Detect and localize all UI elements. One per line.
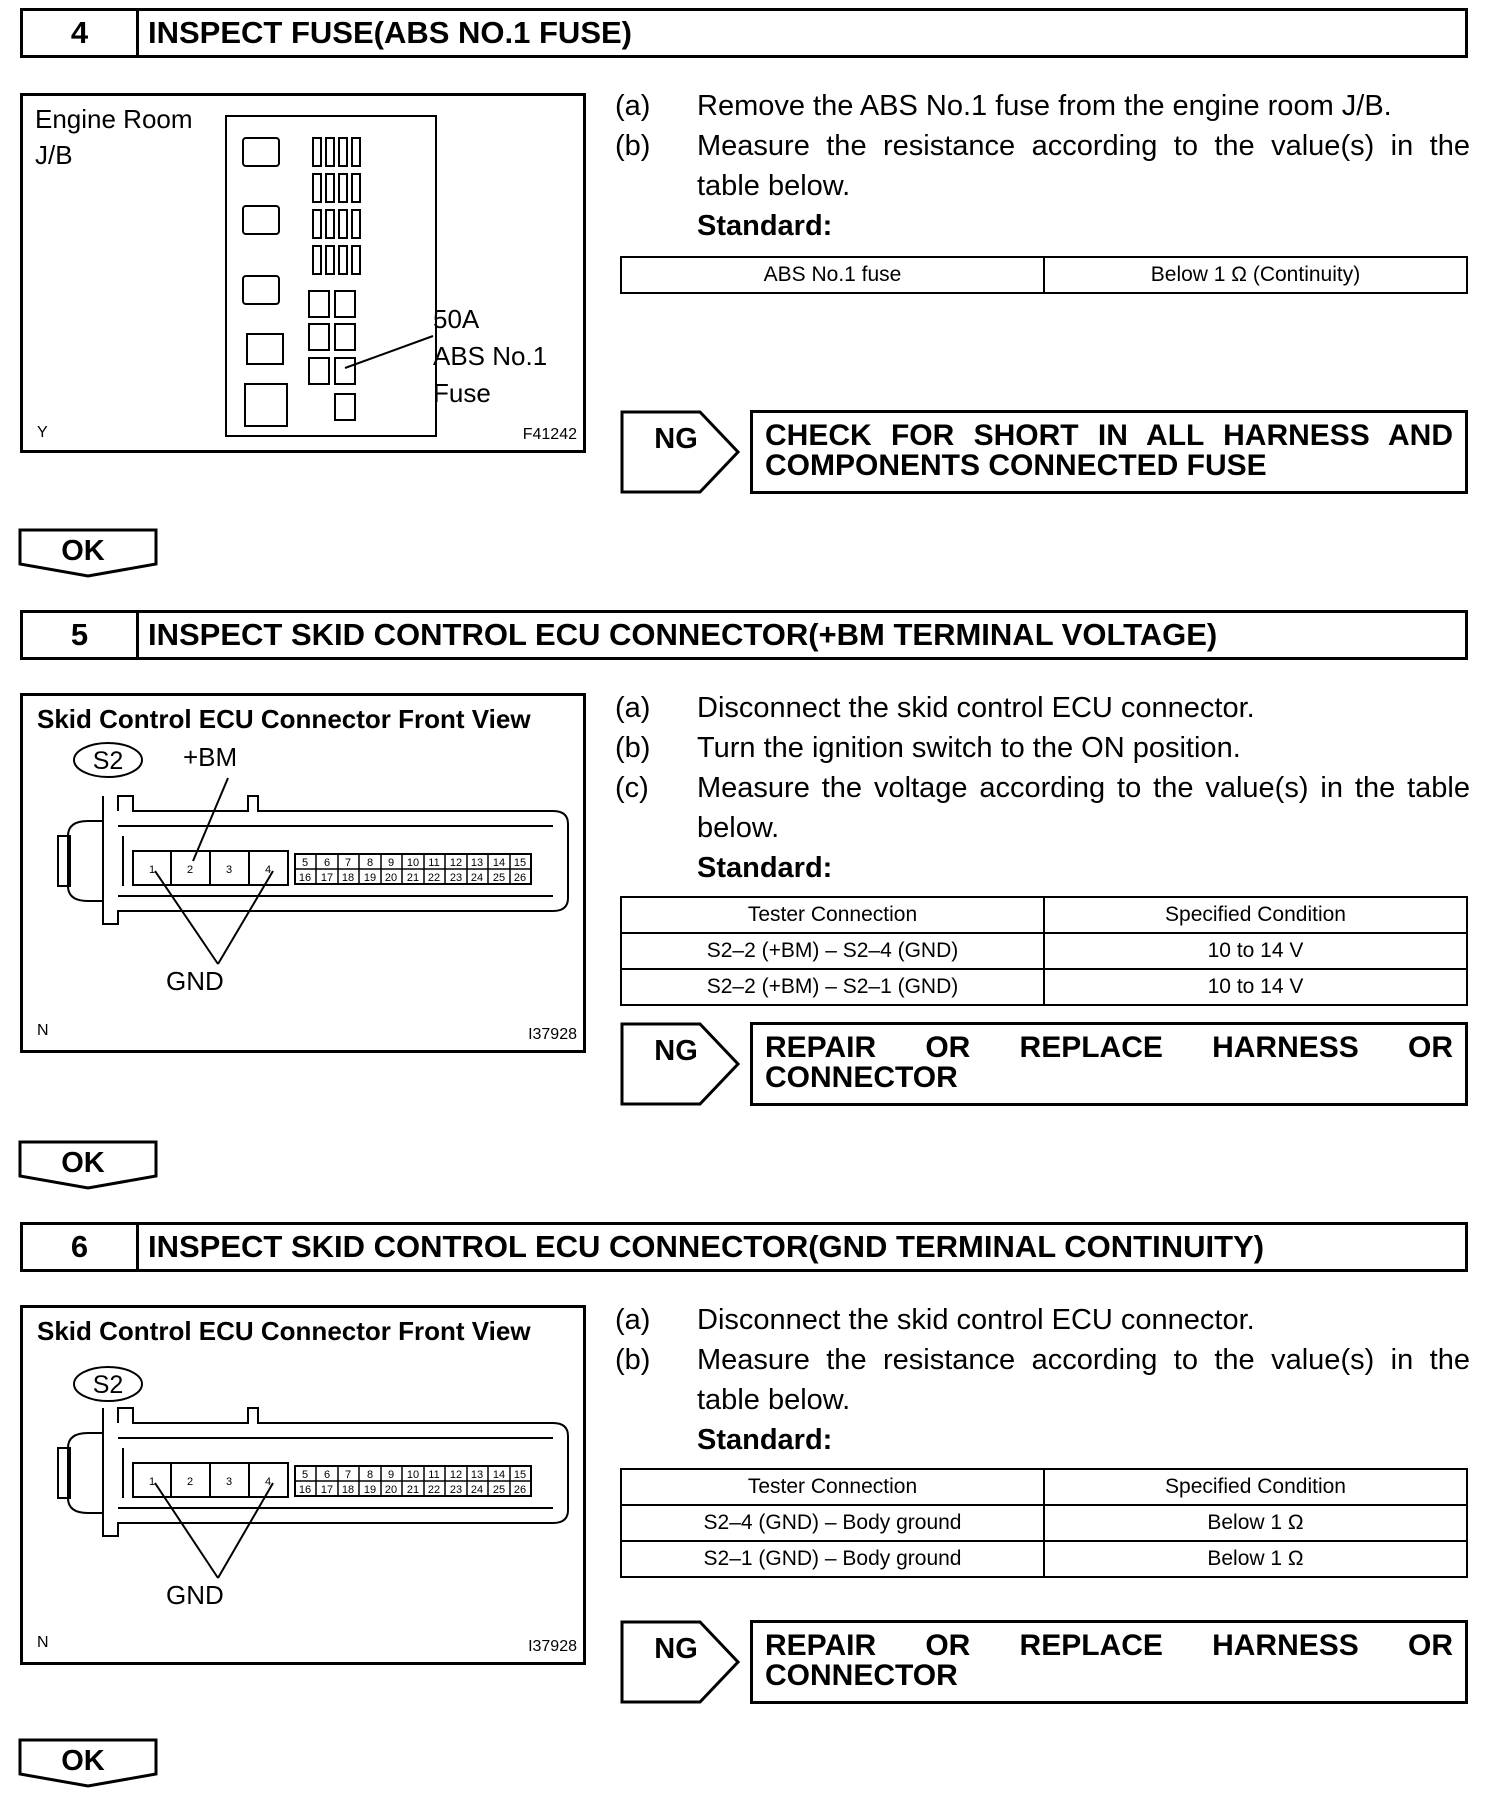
ng-action-line1: CHECK FOR SHORT IN ALL HARNESS AND [765, 419, 1453, 452]
ng-label: NG [654, 1633, 698, 1665]
table-cell: 10 to 14 V [1044, 969, 1467, 1005]
pin-label: 8 [366, 857, 374, 869]
table-cell: Below 1 Ω (Continuity) [1044, 257, 1467, 293]
table-row [621, 1505, 1467, 1541]
instruction-a: (a) Remove the ABS No.1 fuse from the engine room J/B. [615, 90, 1392, 122]
table-header-row [621, 1469, 1467, 1505]
ok-label: OK [61, 1147, 105, 1179]
callout-line1: 50A [433, 304, 480, 334]
pin-label: 25 [492, 872, 506, 884]
pin-label: 20 [384, 872, 398, 884]
ng-action-line1: REPAIR OR REPLACE HARNESS OR [765, 1031, 1453, 1064]
step-number: 6 [23, 1225, 139, 1269]
ok-arrow [18, 1140, 158, 1190]
pin-label: 14 [492, 857, 506, 869]
ecu-connector-figure [20, 1305, 586, 1665]
fuse-location-figure [20, 93, 586, 453]
pin-label: 13 [470, 857, 484, 869]
step-4-instructions [615, 86, 1470, 246]
table-row [621, 1541, 1467, 1577]
pin-label: 25 [492, 1484, 506, 1496]
pin-label: 14 [492, 1469, 506, 1481]
pin-label: 3 [225, 864, 233, 876]
step-title: INSPECT FUSE(ABS NO.1 FUSE) [148, 15, 632, 50]
table-cell: S2–2 (+BM) – S2–1 (GND) [621, 969, 1044, 1005]
pin-label: 6 [323, 1469, 331, 1481]
table-cell: Below 1 Ω [1044, 1505, 1467, 1541]
figure-title: Skid Control ECU Connector Front View [37, 1316, 531, 1346]
table-header: Specified Condition [1044, 1469, 1467, 1505]
figure-id: F41242 [522, 426, 577, 443]
pin-label: 15 [513, 1469, 527, 1481]
ok-arrow [18, 528, 158, 578]
callout-line3: Fuse [433, 378, 491, 408]
ng-arrow [620, 1620, 740, 1704]
step-5-instructions [615, 688, 1470, 888]
pin-label: 1 [148, 1476, 156, 1488]
step-5-header [20, 610, 1468, 660]
pin-label: 24 [470, 1484, 484, 1496]
table-cell: ABS No.1 fuse [621, 257, 1044, 293]
standard-label: Standard: [697, 210, 833, 242]
step-title: INSPECT SKID CONTROL ECU CONNECTOR(GND TERMINAL CONTINUITY) [148, 1229, 1265, 1264]
table-cell: S2–1 (GND) – Body ground [621, 1541, 1044, 1577]
ng-action-line2: CONNECTOR [765, 1061, 958, 1094]
table-cell: S2–4 (GND) – Body ground [621, 1505, 1044, 1541]
ng-label: NG [654, 423, 698, 455]
figure-label-line1: Engine Room [35, 104, 193, 134]
step-number: 4 [23, 11, 139, 55]
ng-action-box [750, 1022, 1468, 1106]
instruction-b: (b) Measure the resistance according to the value(s) in the table below. [615, 1344, 1470, 1416]
table-cell: 10 to 14 V [1044, 933, 1467, 969]
pin-label: 23 [449, 872, 463, 884]
ng-arrow [620, 1022, 740, 1106]
pin-label: 2 [186, 1476, 194, 1488]
pin-label: 19 [363, 872, 377, 884]
pin-label: 24 [470, 872, 484, 884]
pin-label: 5 [301, 857, 309, 869]
pin-label: 23 [449, 1484, 463, 1496]
standard-label: Standard: [697, 852, 833, 884]
connector-diagram [23, 696, 589, 1056]
step-6-instructions [615, 1300, 1470, 1460]
pin-label: 9 [387, 857, 395, 869]
pin-label: 7 [344, 857, 352, 869]
step-title: INSPECT SKID CONTROL ECU CONNECTOR(+BM TERMINAL VOLTAGE) [148, 617, 1218, 652]
table-header: Specified Condition [1044, 897, 1467, 933]
pin-label: 6 [323, 857, 331, 869]
step-6-header [20, 1222, 1468, 1272]
instruction-b: (b) Measure the resistance according to the value(s) in the table below. [615, 130, 1470, 202]
ng-label: NG [654, 1035, 698, 1067]
figure-corner-code: N [37, 1634, 49, 1651]
figure-title: Skid Control ECU Connector Front View [37, 704, 531, 734]
instruction-c: (c) Measure the voltage according to the value(s) in the table below. [615, 772, 1470, 844]
table-row [621, 933, 1467, 969]
ok-arrow [18, 1738, 158, 1788]
pin-label: 8 [366, 1469, 374, 1481]
step-4-header [20, 8, 1468, 58]
figure-id: I37928 [528, 1026, 577, 1043]
table-row [621, 257, 1467, 293]
pin-label: 7 [344, 1469, 352, 1481]
standard-label: Standard: [697, 1424, 833, 1456]
continuity-spec-table [620, 1468, 1468, 1578]
figure-label-line2: J/B [35, 140, 73, 170]
pin-label: 19 [363, 1484, 377, 1496]
bm-terminal-label: +BM [183, 742, 238, 772]
table-cell: Below 1 Ω [1044, 1541, 1467, 1577]
pin-label: 3 [225, 1476, 233, 1488]
table-cell: S2–2 (+BM) – S2–4 (GND) [621, 933, 1044, 969]
pin-label: 10 [406, 1469, 420, 1481]
ng-action-line2: CONNECTOR [765, 1659, 958, 1692]
pin-label: 5 [301, 1469, 309, 1481]
pin-label: 9 [387, 1469, 395, 1481]
instruction-a: (a) Disconnect the skid control ECU connector. [615, 1304, 1255, 1336]
ok-label: OK [61, 535, 105, 567]
instruction-b: (b) Turn the ignition switch to the ON position. [615, 732, 1241, 764]
pin-label: 2 [186, 864, 194, 876]
pin-label: 11 [428, 857, 440, 869]
pin-label: 16 [298, 872, 312, 884]
pin-label: 22 [427, 872, 441, 884]
pin-label: 18 [341, 872, 355, 884]
pin-label: 17 [320, 1484, 334, 1496]
pin-label: 11 [428, 1469, 440, 1481]
callout-line2: ABS No.1 [433, 341, 548, 371]
pin-label: 21 [406, 1484, 420, 1496]
table-header-row [621, 897, 1467, 933]
pin-label: 12 [449, 1469, 463, 1481]
table-header: Tester Connection [621, 897, 1044, 933]
figure-corner-code: N [37, 1022, 49, 1039]
connector-id: S2 [92, 1371, 124, 1399]
pin-label: 26 [513, 1484, 527, 1496]
voltage-spec-table [620, 896, 1468, 1006]
pin-label: 22 [427, 1484, 441, 1496]
pin-label: 12 [449, 857, 463, 869]
figure-corner-code: Y [37, 424, 48, 441]
ng-arrow [620, 410, 740, 494]
ng-action-box [750, 1620, 1468, 1704]
pin-label: 4 [264, 864, 272, 876]
pin-label: 21 [406, 872, 420, 884]
instruction-a: (a) Disconnect the skid control ECU connector. [615, 692, 1255, 724]
figure-id: I37928 [528, 1638, 577, 1655]
ng-action-box [750, 410, 1468, 494]
ng-action-line2: COMPONENTS CONNECTED FUSE [765, 449, 1267, 482]
gnd-terminal-label: GND [166, 1580, 224, 1610]
connector-id: S2 [92, 747, 124, 775]
junction-block-diagram [23, 96, 589, 456]
pin-label: 10 [406, 857, 420, 869]
step-number: 5 [23, 613, 139, 657]
ecu-connector-figure [20, 693, 586, 1053]
fuse-spec-table [620, 256, 1468, 294]
pin-label: 4 [264, 1476, 272, 1488]
pin-label: 18 [341, 1484, 355, 1496]
pin-label: 20 [384, 1484, 398, 1496]
gnd-terminal-label: GND [166, 966, 224, 996]
table-row [621, 969, 1467, 1005]
pin-label: 17 [320, 872, 334, 884]
connector-diagram [23, 1308, 589, 1668]
table-header: Tester Connection [621, 1469, 1044, 1505]
ok-label: OK [61, 1745, 105, 1777]
pin-label: 13 [470, 1469, 484, 1481]
pin-label: 26 [513, 872, 527, 884]
pin-label: 1 [148, 864, 156, 876]
pin-label: 16 [298, 1484, 312, 1496]
ng-action-line1: REPAIR OR REPLACE HARNESS OR [765, 1629, 1453, 1662]
pin-label: 15 [513, 857, 527, 869]
